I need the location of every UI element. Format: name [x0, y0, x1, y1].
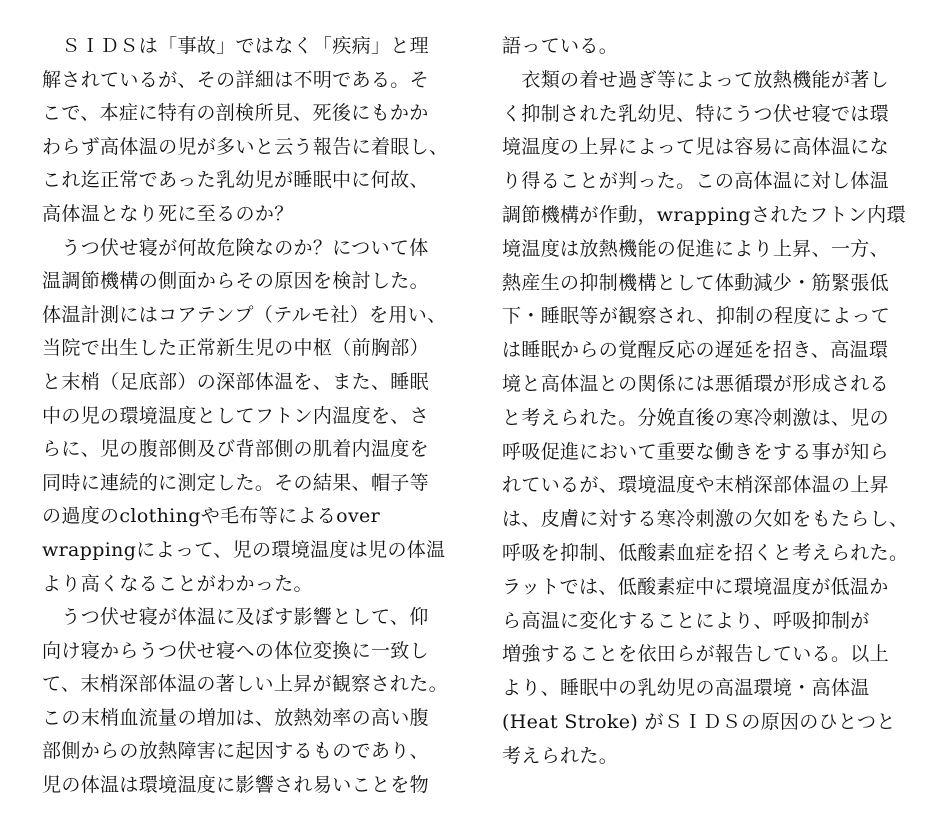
- text-line: こで、本症に特有の剖検所見、死後にもかか: [42, 102, 429, 125]
- text-line: 境温度の上昇によって児は容易に高体温にな: [502, 136, 890, 159]
- text-line: この末梢血流量の増加は、放熱効率の高い腹: [42, 706, 430, 729]
- text-line: 下・睡眠等が観察され、抑制の程度によって: [502, 305, 891, 328]
- text-line: 部側からの放熱障害に起因するものであり、: [42, 740, 430, 763]
- text-line: 衣類の着せ過ぎ等によって放熱機能が著し: [502, 68, 890, 91]
- text-line: り得ることが判った。この高体温に対し体温: [502, 170, 890, 193]
- text-line: 考えられた。: [502, 744, 619, 767]
- text-line: ラットでは、低酸素症中に環境温度が低温か: [502, 575, 889, 598]
- text-line: 呼吸促進において重要な働きをする事が知ら: [502, 440, 890, 463]
- text-line: より高くなることがわかった。: [42, 572, 313, 595]
- text-line: 解されているが、その詳細は不明である。そ: [42, 68, 430, 91]
- text-line: wrappingによって、児の環境温度は児の体温: [42, 538, 446, 561]
- text-line: 熱産生の抑制機構として体動減少・筋緊張低: [502, 271, 890, 294]
- text-line: は睡眠からの覚醒反応の遅延を招き、高温環: [502, 339, 889, 362]
- text-line: と考えられた。分娩直後の寒冷刺激は、児の: [502, 406, 890, 429]
- text-line: より、睡眠中の乳幼児の高温環境・高体温: [502, 677, 870, 700]
- text-line: 境と高体温との関係には悪循環が形成される: [502, 372, 890, 395]
- text-line: と末梢（足底部）の深部体温を、また、睡眠: [42, 370, 430, 393]
- text-line: 増強することを依田らが報告している。以上: [502, 643, 890, 666]
- text-line: 体温計測にはコアテンプ（テルモ社）を用い、: [42, 303, 447, 326]
- text-line: れているが、環境温度や末梢深部体温の上昇: [502, 474, 890, 497]
- text-line: 中の児の環境温度としてフトン内温度を、さ: [42, 404, 430, 427]
- text-line: 語っている。: [502, 35, 619, 57]
- text-line: ら高温に変化することにより、呼吸抑制が: [502, 609, 870, 632]
- text-line: の過度のclothingや毛布等によるover: [42, 505, 381, 528]
- text-line: 同時に連続的に測定した。その結果、帽子等: [42, 471, 430, 494]
- text-line: 高体温となり死に至るのか？: [42, 202, 294, 225]
- text-line: うつ伏せ寝が何故危険なのか？について体: [42, 236, 429, 259]
- text-line: 当院で出生した正常新生児の中枢（前胸部）: [42, 337, 430, 360]
- text-line: く抑制された乳幼児、特にうつ伏せ寝では環: [502, 102, 890, 125]
- text-line: わらず高体温の児が多いと云う報告に着眼し、: [42, 135, 449, 158]
- text-line: うつ伏せ寝が体温に及ぼす影響として、仰: [42, 606, 429, 629]
- text-line: 境温度は放熱機能の促進により上昇、一方、: [502, 237, 890, 260]
- text-line: て、末梢深部体温の著しい上昇が観察された。: [42, 673, 448, 696]
- text-line: (Heat Stroke) がＳＩＤＳの原因のひとつと: [502, 710, 896, 733]
- text-line: 児の体温は環境温度に影響され易いことを物: [42, 774, 430, 797]
- text-line: 調節機構が作動，wrappingされたフトン内環: [502, 203, 906, 226]
- text-line: 呼吸を抑制、低酸素血症を招くと考えられた。: [502, 541, 909, 564]
- text-line: 温調節機構の側面からその原因を検討した。: [42, 270, 430, 293]
- text-line: らに、児の腹部側及び背部側の肌着内温度を: [42, 438, 430, 461]
- text-line: ＳＩＤＳは「事故」ではなく「疾病」と理: [42, 35, 430, 57]
- text-line: 向け寝からうつ伏せ寝への体位変換に一致し: [42, 639, 430, 662]
- left-text-column: [42, 30, 462, 803]
- right-text-column: [502, 30, 922, 774]
- text-line: これ迄正常であった乳幼児が睡眠中に何故、: [42, 169, 429, 192]
- text-line: は、皮膚に対する寒冷刺激の欠如をもたらし、: [502, 508, 909, 531]
